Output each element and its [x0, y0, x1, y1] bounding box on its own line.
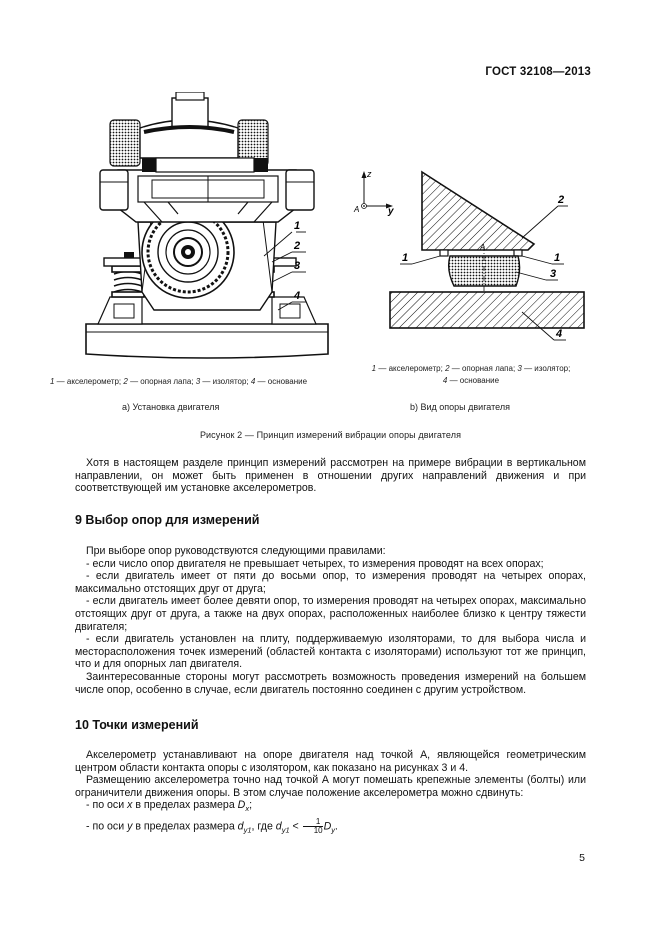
- subcaption-b: b) Вид опоры двигателя: [410, 402, 510, 412]
- rule-item: - если число опор двигателя не превышает четырех, то измерения проводят на всех опорах;: [86, 557, 544, 570]
- rule-item: - если двигатель имеет более девяти опор, то измерения проводят на четырех опорах, максимально отстоящих друг от друга, а также на двух опорах, расположенных наиболее близко к центру тяжести двигателя;: [75, 595, 586, 633]
- section-10-heading: 10 Точки измерений: [75, 718, 199, 732]
- rule-item: - если двигатель установлен на плиту, поддерживаемую изоляторами, то для выбора числа и месторасположения точек измерений (областей контакта с изоляторами) используют тот же принцип, что и для опорных лап двигателя.: [75, 633, 586, 671]
- page-number: 5: [579, 852, 585, 864]
- subcaption-a: а) Установка двигателя: [122, 402, 220, 412]
- label-2-left: 2: [294, 240, 301, 252]
- section-9-body: [75, 545, 586, 696]
- axis-z-label: z: [367, 169, 372, 179]
- offset-x-item: - по оси x в пределах размера $D_x$;: [86, 799, 253, 814]
- legend-right: 1 — акселерометр; 2 — опорная лапа; 3 — изолятор; 4 — основание: [371, 364, 571, 385]
- legend-left: 1 — акселерометр; 2 — опорная лапа; 3 — изолятор; 4 — основание: [50, 377, 308, 386]
- section-10-body: [75, 749, 586, 837]
- accelerometer-left: [440, 250, 448, 256]
- label-3-left: 3: [294, 260, 301, 272]
- label-2-right: 2: [558, 194, 565, 206]
- section-10-p2: Размещению акселерометра точно над точкой А могут помешать крепежные элементы (болты) или ограничители движения опоры. В этом случае положение акселерометра можно сдвинуть:: [75, 774, 586, 799]
- label-1-right-a: 1: [402, 252, 409, 264]
- label-1-left: 1: [294, 220, 301, 232]
- label-1-right-b: 1: [554, 252, 561, 264]
- section-9-closing: Заинтересованные стороны могут рассмотреть возможность проведения измерений на большем числе опор, особенно в случае, если двигатель постоянно соединен с другим устройством.: [75, 670, 586, 696]
- axis-y-label: y: [388, 206, 394, 217]
- figure-caption: Рисунок 2 — Принцип измерений вибрации опоры двигателя: [199, 430, 462, 440]
- section-9-intro: При выборе опор руководствуются следующими правилами:: [86, 545, 386, 557]
- axis-point-label: A: [354, 205, 360, 214]
- foundation: [390, 292, 584, 328]
- label-4-left: 4: [294, 290, 301, 302]
- support-view-drawing: [346, 160, 590, 350]
- turbocharger-left: [110, 120, 140, 166]
- label-3-right: 3: [550, 268, 557, 280]
- section-10-p1: Акселерометр устанавливают на опоре двигателя над точкой А, являющейся геометрическим центром области контакта опоры с изолятором, как показано на рисунках 3 и 4.: [75, 749, 586, 774]
- fraction: $\frac{1}{10}$: [303, 818, 323, 835]
- support-foot: [422, 172, 534, 250]
- offset-y-item: - по оси y в пределах размера $d_{y1}$, где $d_{y1}$ < $\frac{1}{10}$ $D_y$.: [86, 817, 338, 836]
- intro-paragraph: Хотя в настоящем разделе принцип измерений рассмотрен на примере вибрации в вертикальном направлении, он может быть применен в отношении других направлений движения и при соответствующей им установке акселерометров.: [75, 457, 586, 495]
- isolator-left: [112, 266, 144, 297]
- label-4-right: 4: [556, 328, 563, 340]
- rule-item: - если двигатель имеет от пяти до восьми опор, то измерения проводят на четырех опорах, максимально отстоящих друг от друга;: [75, 570, 586, 595]
- section-9-heading: 9 Выбор опор для измерений: [75, 513, 260, 527]
- engine-installation-drawing: [82, 92, 332, 366]
- engine-base: [86, 324, 328, 358]
- standard-number: ГОСТ 32108—2013: [485, 66, 591, 78]
- accelerometer-right: [514, 250, 522, 256]
- label-a-right: A: [480, 243, 486, 252]
